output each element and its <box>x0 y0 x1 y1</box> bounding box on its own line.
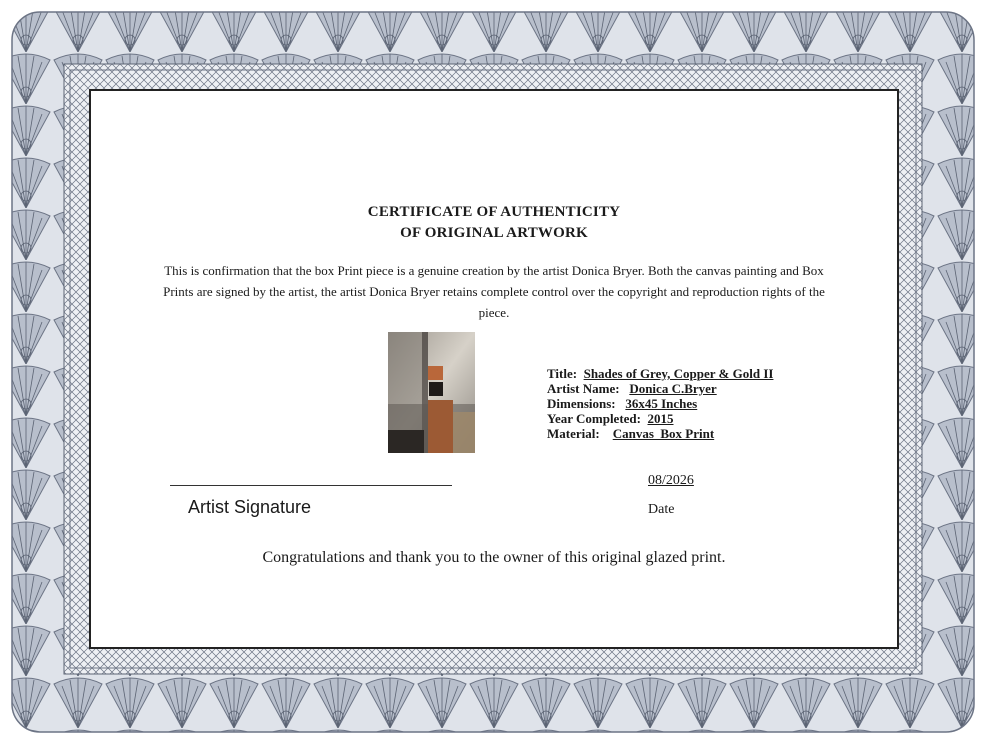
detail-artist-value: Donica C.Bryer <box>629 381 717 396</box>
date-label: Date <box>648 502 675 517</box>
detail-title-label: Title: <box>547 366 578 381</box>
detail-dimensions-label: Dimensions: <box>547 396 616 411</box>
certificate-subtitle: OF ORIGINAL ARTWORK <box>400 225 588 241</box>
certificate-panel <box>92 92 896 646</box>
date-value: 08/2026 <box>648 473 694 488</box>
detail-title-row <box>547 366 773 381</box>
detail-title-value: Shades of Grey, Copper & Gold II <box>583 366 774 381</box>
detail-material-label: Material: <box>547 426 600 441</box>
artwork-details <box>547 366 773 441</box>
detail-year-label: Year Completed: <box>547 411 641 426</box>
detail-artist-label: Artist Name: <box>547 381 620 396</box>
detail-year-row <box>547 411 773 426</box>
artwork-thumbnail <box>388 332 475 453</box>
signature-line <box>170 485 452 486</box>
detail-material-value: Canvas_Box Print <box>612 426 715 441</box>
intro-paragraph: This is confirmation that the box Print piece is a genuine creation by the artist Donica Bryer. Both the canvas painting and Box Prints are signed by the artist, the artist Donica Bryer retains complete control over the copyright and reproduction rights of the piece. <box>163 263 825 320</box>
detail-year-value: 2015 <box>647 411 674 426</box>
detail-artist-row <box>547 381 773 396</box>
signature-label: Artist Signature <box>188 497 312 517</box>
detail-dimensions-value: 36x45 Inches <box>625 396 698 411</box>
certificate-title: CERTIFICATE OF AUTHENTICITY <box>367 204 621 220</box>
detail-material-row <box>547 426 773 441</box>
detail-dimensions-row <box>547 396 773 411</box>
closing-message: Congratulations and thank you to the owner of this original glazed print. <box>262 549 726 566</box>
